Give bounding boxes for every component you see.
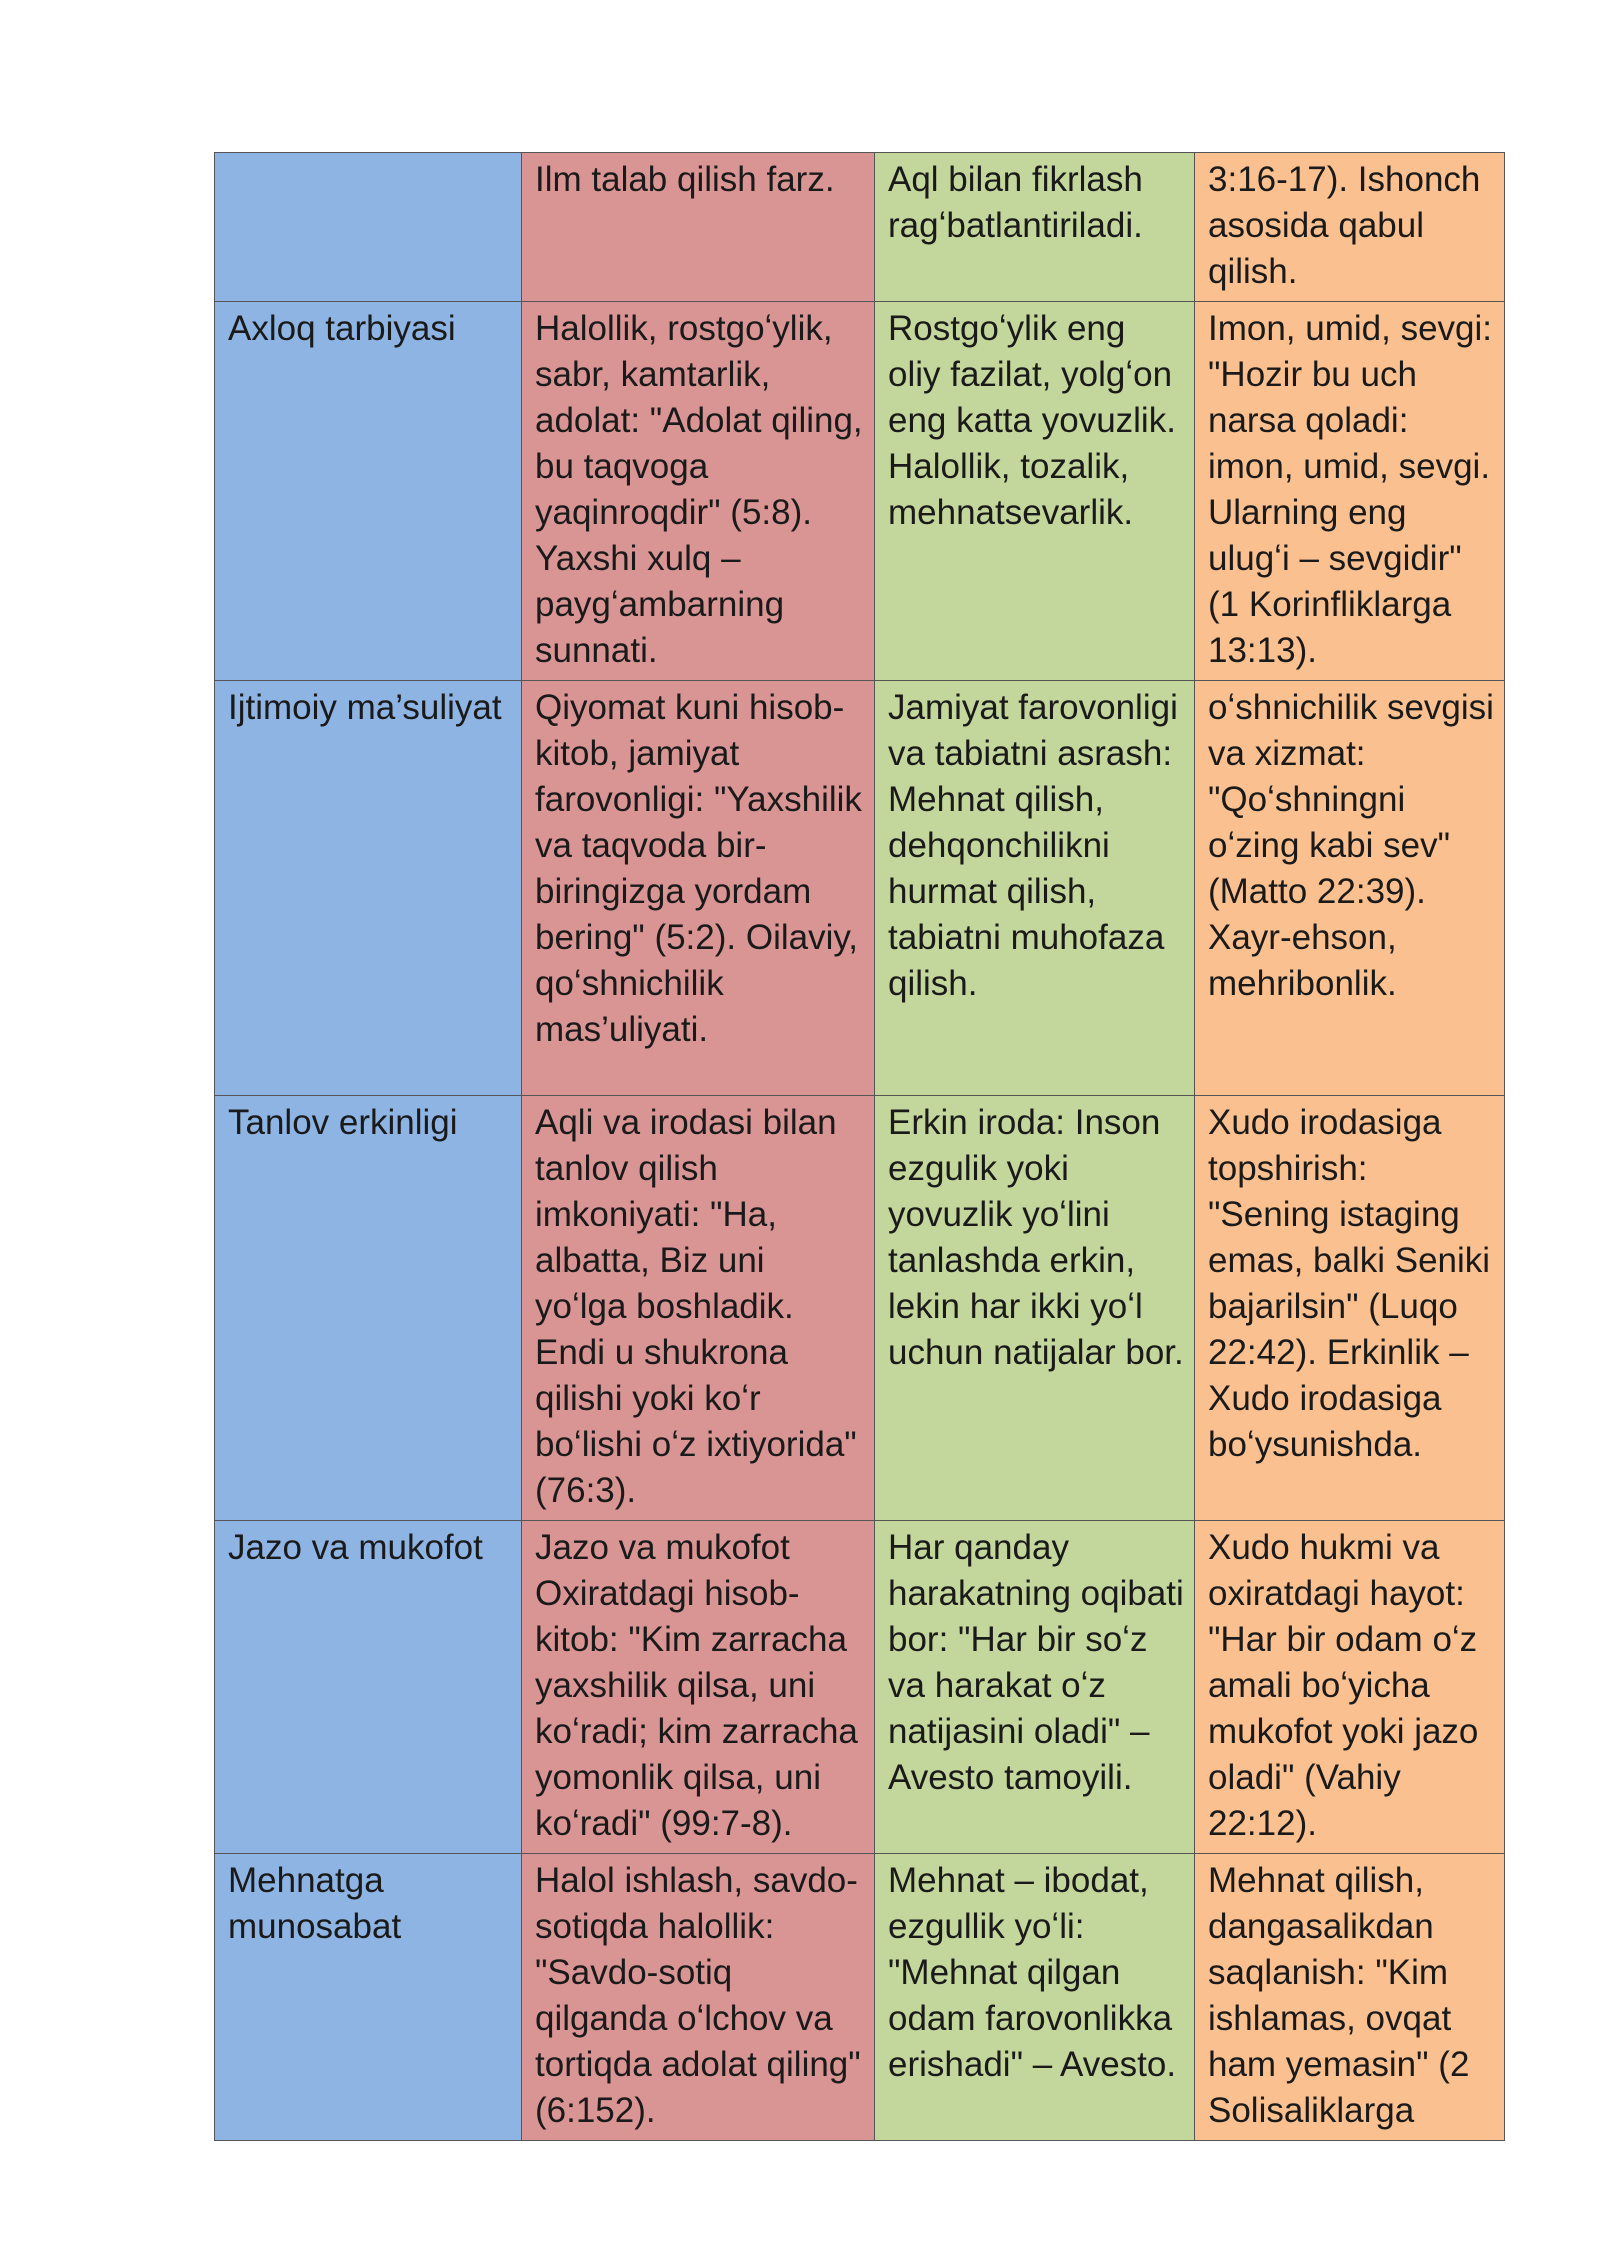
zoroastrianism-cell: Rostgoʻylik eng oliy fazilat, yolgʻon eng katta yovuzlik. Halollik, tozalik, mehnatsevarlik.	[875, 302, 1195, 681]
zoroastrianism-cell: Erkin iroda: Inson ezgulik yoki yovuzlik yoʻlini tanlashda erkin, lekin har ikki yoʻl uchun natijalar bor.	[875, 1096, 1195, 1521]
islam-cell: Ilm talab qilish farz.	[522, 153, 875, 302]
christianity-cell: oʻshnichilik sevgisi va xizmat: "Qoʻshningni oʻzing kabi sev" (Matto 22:39). Xayr-ehson, mehribonlik.	[1195, 681, 1505, 1096]
topic-cell: Axloq tarbiyasi	[215, 302, 522, 681]
table-row	[215, 153, 1505, 302]
christianity-cell: Imon, umid, sevgi: "Hozir bu uch narsa qoladi: imon, umid, sevgi. Ularning eng ulugʻi – sevgidir" (1 Korinfliklarga 13:13).	[1195, 302, 1505, 681]
zoroastrianism-cell: Jamiyat farovonligi va tabiatni asrash: Mehnat qilish, dehqonchilikni hurmat qilish, tabiatni muhofaza qilish.	[875, 681, 1195, 1096]
zoroastrianism-cell: Mehnat – ibodat, ezgullik yoʻli: "Mehnat qilgan odam farovonlikka erishadi" – Avesto.	[875, 1854, 1195, 2141]
topic-cell: Jazo va mukofot	[215, 1521, 522, 1854]
table-row	[215, 681, 1505, 1096]
christianity-cell: Xudo irodasiga topshirish: "Sening istaging emas, balki Seniki bajarilsin" (Luqo 22:42). Erkinlik – Xudo irodasiga boʻysunishda.	[1195, 1096, 1505, 1521]
topic-cell	[215, 153, 522, 302]
table-row	[215, 1521, 1505, 1854]
christianity-cell: Xudo hukmi va oxiratdagi hayot: "Har bir odam oʻz amali boʻyicha mukofot yoki jazo oladi" (Vahiy 22:12).	[1195, 1521, 1505, 1854]
christianity-cell: Mehnat qilish, dangasalikdan saqlanish: "Kim ishlamas, ovqat ham yemasin" (2 Solisaliklarga	[1195, 1854, 1505, 2141]
topic-cell: Ijtimoiy ma’suliyat	[215, 681, 522, 1096]
islam-cell: Jazo va mukofot Oxiratdagi hisob-kitob: "Kim zarracha yaxshilik qilsa, uni koʻradi; kim zarracha yomonlik qilsa, uni koʻradi" (99:7-8).	[522, 1521, 875, 1854]
islam-cell: Aqli va irodasi bilan tanlov qilish imkoniyati: "Ha, albatta, Biz uni yoʻlga boshladik. Endi u shukrona qilishi yoki koʻr boʻlishi oʻz ixtiyorida" (76:3).	[522, 1096, 875, 1521]
topic-cell: Mehnatga munosabat	[215, 1854, 522, 2141]
islam-cell: Halollik, rostgoʻylik, sabr, kamtarlik, adolat: "Adolat qiling, bu taqvoga yaqinroqdir" (5:8). Yaxshi xulq – paygʻambarning sunnati.	[522, 302, 875, 681]
islam-cell: Halol ishlash, savdo-sotiqda halollik: "Savdo-sotiq qilganda oʻlchov va tortiqda adolat qiling" (6:152).	[522, 1854, 875, 2141]
topic-cell: Tanlov erkinligi	[215, 1096, 522, 1521]
zoroastrianism-cell: Aql bilan fikrlash ragʻbatlantiriladi.	[875, 153, 1195, 302]
table-row	[215, 1096, 1505, 1521]
christianity-cell: 3:16-17). Ishonch asosida qabul qilish.	[1195, 153, 1505, 302]
table-row	[215, 1854, 1505, 2141]
islam-cell: Qiyomat kuni hisob-kitob, jamiyat farovonligi: "Yaxshilik va taqvoda bir-biringizga yordam bering" (5:2). Oilaviy, qoʻshnichilik mas’uliyati.	[522, 681, 875, 1096]
table-row	[215, 302, 1505, 681]
comparison-table	[214, 152, 1505, 2141]
zoroastrianism-cell: Har qanday harakatning oqibati bor: "Har bir soʻz va harakat oʻz natijasini oladi" – Avesto tamoyili.	[875, 1521, 1195, 1854]
